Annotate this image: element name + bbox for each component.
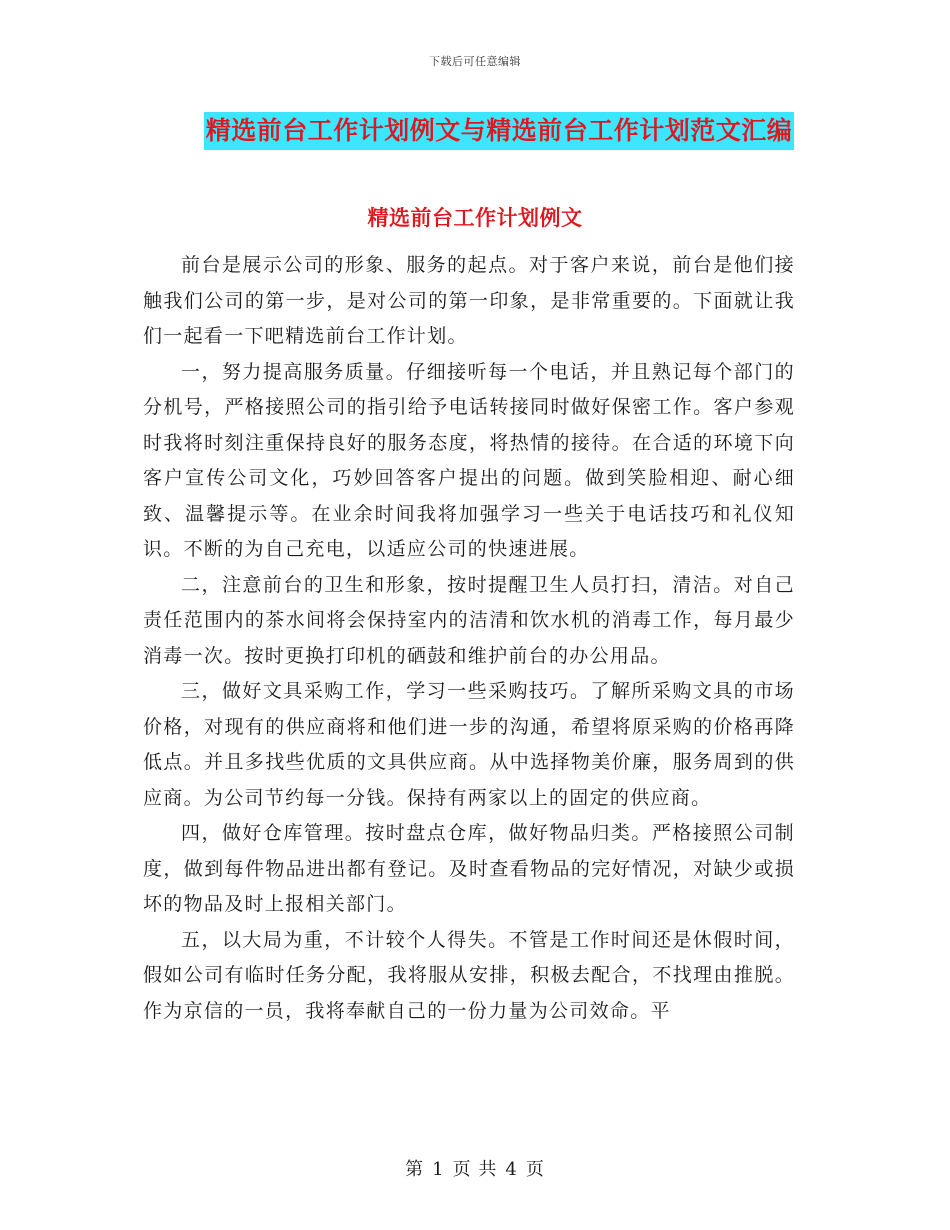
footer-total-pages: 4 <box>505 1159 518 1180</box>
paragraph-intro: 前台是展示公司的形象、服务的起点。对于客户来说，前台是他们接触我们公司的第一步，是对公司的第一印象，是非常重要的。下面就让我们一起看一下吧精选前台工作计划。 <box>143 254 795 347</box>
header-note: 下载后可任意编辑 <box>429 55 521 68</box>
footer-current-page: 1 <box>432 1159 445 1180</box>
paragraph-item-3: 三，做好文具采购工作，学习一些采购技巧。了解所采购文具的市场价格，对现有的供应商将和他们进一步的沟通，希望将原采购的价格再降低点。并且多找些优质的文具供应商。从中选择物美价廉，服务周到的供应商。为公司节约每一分钱。保持有两家以上的固定的供应商。 <box>143 680 795 809</box>
paragraph-item-2: 二，注意前台的卫生和形象，按时提醒卫生人员打扫，清洁。对自己责任范围内的茶水间将会保持室内的洁清和饮水机的消毒工作，每月最少消毒一次。按时更换打印机的硒鼓和维护前台的办公用品。 <box>143 573 795 667</box>
footer-middle: 页 共 <box>452 1159 498 1180</box>
footer-prefix: 第 <box>405 1159 425 1180</box>
paragraph-item-5: 五，以大局为重，不计较个人得失。不管是工作时间还是休假时间，假如公司有临时任务分配，我将服从安排，积极去配合，不找理由推脱。作为京信的一员，我将奉献自己的一份力量为公司效命。平 <box>143 928 795 1022</box>
footer-suffix: 页 <box>525 1159 545 1180</box>
section-title: 精选前台工作计划例文 <box>367 205 583 230</box>
page-footer <box>0 1155 950 1181</box>
paragraph-item-1: 一，努力提高服务质量。仔细接听每一个电话，并且熟记每个部门的分机号，严格接照公司的指引给予电话转接同时做好保密工作。客户参观时我将时刻注重保持良好的服务态度，将热情的接待。在合适的环境下向客户宣传公司文化，巧妙回答客户提出的问题。做到笑脸相迎、耐心细致、温馨提示等。在业余时间我将加强学习一些关于电话技巧和礼仪知识。不断的为自己充电，以适应公司的快速进展。 <box>143 360 795 560</box>
main-title: 精选前台工作计划例文与精选前台工作计划范文汇编 <box>204 112 795 150</box>
document-body <box>143 248 795 1029</box>
paragraph-item-4: 四，做好仓库管理。按时盘点仓库，做好物品归类。严格接照公司制度，做到每件物品进出都有登记。及时查看物品的完好情况，对缺少或损坏的物品及时上报相关部门。 <box>143 822 795 915</box>
main-title-container <box>0 112 950 150</box>
